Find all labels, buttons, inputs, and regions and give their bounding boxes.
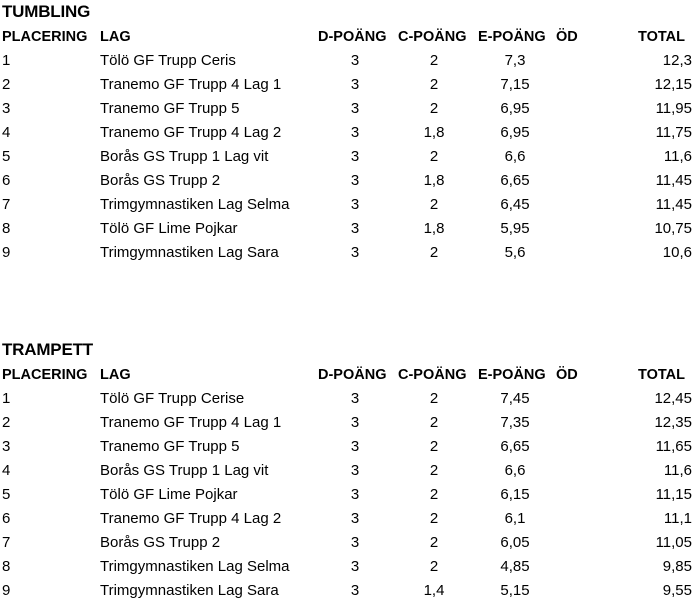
header-c-poang: C-POÄNG <box>398 29 467 45</box>
d-poang-cell: 3 <box>350 438 360 455</box>
placering-cell: 9 <box>2 244 11 261</box>
header-c-poang: C-POÄNG <box>398 367 467 383</box>
total-cell: 10,75 <box>654 220 692 237</box>
d-poang-cell: 3 <box>350 558 360 575</box>
lag-cell: Tranemo GF Trupp 5 <box>100 438 240 455</box>
lag-cell: Borås GS Trupp 2 <box>100 534 221 551</box>
placering-cell: 1 <box>2 390 11 407</box>
lag-cell: Tranemo GF Trupp 4 Lag 1 <box>100 76 282 93</box>
c-poang-cell: 2 <box>429 462 439 479</box>
placering-cell: 7 <box>2 196 11 213</box>
lag-cell: Tölö GF Lime Pojkar <box>100 220 238 237</box>
section-title: TRAMPETT <box>2 340 93 359</box>
total-cell: 11,95 <box>655 100 692 117</box>
e-poang-cell: 6,6 <box>504 148 526 165</box>
d-poang-cell: 3 <box>350 172 360 189</box>
table-row <box>0 73 696 97</box>
table-row <box>0 169 696 193</box>
table-row <box>0 49 696 73</box>
lag-cell: Trimgymnastiken Lag Selma <box>100 558 290 575</box>
table-row <box>0 555 696 579</box>
placering-cell: 4 <box>2 462 11 479</box>
placering-cell: 6 <box>2 172 11 189</box>
c-poang-cell: 2 <box>429 558 439 575</box>
table-row <box>0 435 696 459</box>
c-poang-cell: 2 <box>429 244 439 261</box>
c-poang-cell: 2 <box>429 534 439 551</box>
d-poang-cell: 3 <box>350 76 360 93</box>
od-cell <box>556 531 586 555</box>
e-poang-cell: 4,85 <box>500 558 530 575</box>
results-table <box>0 25 696 265</box>
c-poang-cell: 2 <box>429 414 439 431</box>
d-poang-cell: 3 <box>350 244 360 261</box>
lag-cell: Tölö GF Trupp Ceris <box>100 52 236 69</box>
table-row <box>0 145 696 169</box>
c-poang-cell: 2 <box>429 510 439 527</box>
d-poang-cell: 3 <box>350 486 360 503</box>
total-cell: 11,15 <box>655 486 692 503</box>
e-poang-cell: 6,15 <box>500 486 530 503</box>
table-row <box>0 241 696 265</box>
table-row <box>0 121 696 145</box>
header-od: ÖD <box>556 367 578 383</box>
od-cell <box>556 387 586 411</box>
lag-cell: Tölö GF Lime Pojkar <box>100 486 238 503</box>
od-cell <box>556 483 586 507</box>
od-cell <box>556 169 586 193</box>
e-poang-cell: 5,95 <box>500 220 530 237</box>
d-poang-cell: 3 <box>350 100 360 117</box>
od-cell <box>556 73 586 97</box>
header-total: TOTAL <box>638 367 685 383</box>
c-poang-cell: 2 <box>429 196 439 213</box>
total-cell: 10,6 <box>662 244 692 261</box>
c-poang-cell: 2 <box>429 486 439 503</box>
c-poang-cell: 2 <box>429 148 439 165</box>
e-poang-cell: 6,95 <box>500 100 530 117</box>
total-cell: 9,85 <box>662 558 692 575</box>
lag-cell: Borås GS Trupp 2 <box>100 172 221 189</box>
d-poang-cell: 3 <box>350 196 360 213</box>
placering-cell: 1 <box>2 52 11 69</box>
od-cell <box>556 193 586 217</box>
lag-cell: Tranemo GF Trupp 5 <box>100 100 240 117</box>
total-cell: 9,55 <box>662 582 692 599</box>
header-d-poang: D-POÄNG <box>318 29 387 45</box>
table-row <box>0 579 696 603</box>
placering-cell: 7 <box>2 534 11 551</box>
e-poang-cell: 5,6 <box>504 244 526 261</box>
total-cell: 12,35 <box>654 414 692 431</box>
e-poang-cell: 6,05 <box>500 534 530 551</box>
d-poang-cell: 3 <box>350 390 360 407</box>
table-row <box>0 217 696 241</box>
d-poang-cell: 3 <box>350 148 360 165</box>
header-od: ÖD <box>556 29 578 45</box>
c-poang-cell: 1,8 <box>423 220 445 237</box>
e-poang-cell: 5,15 <box>500 582 530 599</box>
header-e-poang: E-POÄNG <box>478 367 546 383</box>
lag-cell: Trimgymnastiken Lag Sara <box>100 244 279 261</box>
d-poang-cell: 3 <box>350 220 360 237</box>
c-poang-cell: 2 <box>429 52 439 69</box>
placering-cell: 3 <box>2 100 11 117</box>
placering-cell: 5 <box>2 148 11 165</box>
header-e-poang: E-POÄNG <box>478 29 546 45</box>
lag-cell: Borås GS Trupp 1 Lag vit <box>100 462 269 479</box>
header-placering: PLACERING <box>2 367 88 383</box>
total-cell: 11,75 <box>655 124 692 141</box>
d-poang-cell: 3 <box>350 124 360 141</box>
total-cell: 11,65 <box>655 438 692 455</box>
e-poang-cell: 6,65 <box>500 438 530 455</box>
placering-cell: 6 <box>2 510 11 527</box>
od-cell <box>556 145 586 169</box>
e-poang-cell: 6,6 <box>504 462 526 479</box>
d-poang-cell: 3 <box>350 414 360 431</box>
od-cell <box>556 97 586 121</box>
table-row <box>0 483 696 507</box>
placering-cell: 2 <box>2 414 11 431</box>
od-cell <box>556 49 586 73</box>
header-lag: LAG <box>100 29 131 45</box>
table-row <box>0 411 696 435</box>
od-cell <box>556 507 586 531</box>
table-row <box>0 193 696 217</box>
od-cell <box>556 411 586 435</box>
e-poang-cell: 7,35 <box>500 414 530 431</box>
total-cell: 11,6 <box>663 148 692 165</box>
total-cell: 11,05 <box>655 534 692 551</box>
c-poang-cell: 1,4 <box>423 582 445 599</box>
results-table <box>0 363 696 603</box>
e-poang-cell: 6,1 <box>504 510 526 527</box>
e-poang-cell: 7,3 <box>504 52 526 69</box>
e-poang-cell: 7,15 <box>500 76 530 93</box>
placering-cell: 8 <box>2 220 11 237</box>
od-cell <box>556 579 586 603</box>
header-placering: PLACERING <box>2 29 88 45</box>
od-cell <box>556 121 586 145</box>
total-cell: 12,15 <box>654 76 692 93</box>
e-poang-cell: 7,45 <box>500 390 530 407</box>
table-row <box>0 387 696 411</box>
c-poang-cell: 2 <box>429 100 439 117</box>
e-poang-cell: 6,45 <box>500 196 530 213</box>
lag-cell: Trimgymnastiken Lag Selma <box>100 196 290 213</box>
lag-cell: Trimgymnastiken Lag Sara <box>100 582 279 599</box>
od-cell <box>556 241 586 265</box>
od-cell <box>556 555 586 579</box>
lag-cell: Borås GS Trupp 1 Lag vit <box>100 148 269 165</box>
placering-cell: 9 <box>2 582 11 599</box>
c-poang-cell: 2 <box>429 390 439 407</box>
section-title: TUMBLING <box>2 2 91 21</box>
total-cell: 11,45 <box>655 196 692 213</box>
placering-cell: 3 <box>2 438 11 455</box>
lag-cell: Tranemo GF Trupp 4 Lag 1 <box>100 414 282 431</box>
lag-cell: Tölö GF Trupp Cerise <box>100 390 245 407</box>
placering-cell: 5 <box>2 486 11 503</box>
table-row <box>0 97 696 121</box>
table-row <box>0 531 696 555</box>
header-total: TOTAL <box>638 29 685 45</box>
total-cell: 12,3 <box>662 52 692 69</box>
placering-cell: 2 <box>2 76 11 93</box>
od-cell <box>556 459 586 483</box>
od-cell <box>556 217 586 241</box>
d-poang-cell: 3 <box>350 534 360 551</box>
placering-cell: 4 <box>2 124 11 141</box>
total-cell: 11,45 <box>655 172 692 189</box>
header-lag: LAG <box>100 367 131 383</box>
header-row <box>0 363 696 387</box>
total-cell: 11,6 <box>663 462 692 479</box>
e-poang-cell: 6,95 <box>500 124 530 141</box>
c-poang-cell: 1,8 <box>423 172 445 189</box>
total-cell: 12,45 <box>654 390 692 407</box>
d-poang-cell: 3 <box>350 52 360 69</box>
placering-cell: 8 <box>2 558 11 575</box>
header-d-poang: D-POÄNG <box>318 367 387 383</box>
total-cell: 11,1 <box>663 510 692 527</box>
d-poang-cell: 3 <box>350 510 360 527</box>
table-row <box>0 459 696 483</box>
table-row <box>0 507 696 531</box>
header-row <box>0 25 696 49</box>
e-poang-cell: 6,65 <box>500 172 530 189</box>
od-cell <box>556 435 586 459</box>
c-poang-cell: 2 <box>429 438 439 455</box>
lag-cell: Tranemo GF Trupp 4 Lag 2 <box>100 510 282 527</box>
lag-cell: Tranemo GF Trupp 4 Lag 2 <box>100 124 282 141</box>
d-poang-cell: 3 <box>350 462 360 479</box>
c-poang-cell: 1,8 <box>423 124 445 141</box>
c-poang-cell: 2 <box>429 76 439 93</box>
d-poang-cell: 3 <box>350 582 360 599</box>
